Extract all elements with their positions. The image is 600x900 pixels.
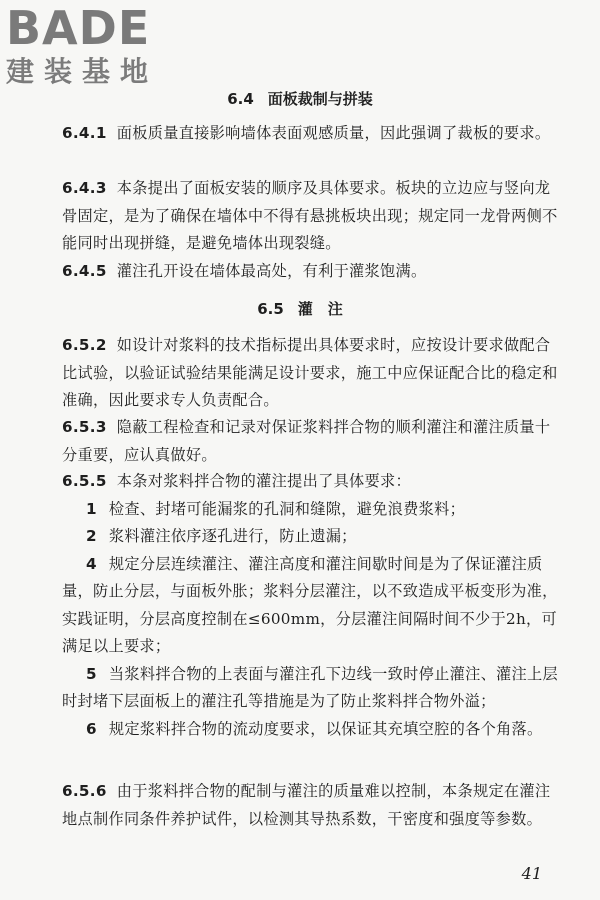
section-heading-6-4 — [0, 88, 600, 109]
item-text: 规定浆料拌合物的流动度要求，以保证其充填空腔的各个角落。 — [108, 719, 543, 738]
clause-6-5-3 — [62, 414, 558, 469]
clause-text: 隐蔽工程检查和记录对保证浆料拌合物的顺利灌注和灌注质量十分重要，应认真做好。 — [62, 418, 551, 464]
item-text: 当浆料拌合物的上表面与灌注孔下边线一致时停止灌注、灌注上层时封堵下层面板上的灌注孔等措施是为了防止浆料拌合物外溢； — [62, 664, 559, 710]
clause-number: 6.5.3 — [62, 418, 107, 436]
item-number: 1 — [86, 499, 97, 518]
clause-number: 6.4.3 — [62, 179, 107, 197]
clause-6-5-2 — [62, 332, 558, 415]
logo-wordmark: BADE — [6, 1, 151, 55]
item-number: 5 — [86, 664, 97, 683]
section-title: 面板裁制与拼装 — [267, 90, 373, 108]
item-text: 浆料灌注依序逐孔进行，防止遗漏； — [108, 527, 357, 545]
item-number: 2 — [86, 527, 97, 545]
list-item — [62, 523, 558, 551]
bade-logo — [6, 1, 186, 94]
section-title: 灌 注 — [297, 300, 343, 318]
clause-text: 由于浆料拌合物的配制与灌注的质量难以控制，本条规定在灌注地点制作同条件养护试件，以检测其导热系数，干密度和强度等参数。 — [62, 782, 551, 828]
clause-text: 如设计对浆料的技术指标提出具体要求时，应按设计要求做配合比试验，以验证试验结果能满足设计要求，施工中应保证配合比的稳定和准确，因此要求专人负责配合。 — [62, 336, 558, 409]
clause-6-4-5 — [62, 258, 558, 286]
clause-number: 6.4.1 — [62, 124, 107, 142]
clause-text: 灌注孔开设在墙体最高处，有利于灌浆饱满。 — [116, 262, 427, 280]
list-item — [62, 551, 558, 661]
section-number: 6.4 — [227, 90, 254, 108]
clause-number: 6.4.5 — [62, 262, 107, 280]
item-text: 检查、封堵可能漏浆的孔洞和缝隙，避免浪费浆料； — [108, 499, 466, 518]
item-number: 6 — [86, 719, 97, 738]
clause-6-4-1 — [62, 120, 558, 148]
clause-number: 6.5.5 — [62, 472, 107, 490]
section-number: 6.5 — [257, 300, 284, 318]
logo-chinese-name: 建装基地 — [6, 55, 159, 88]
item-number: 4 — [86, 554, 97, 573]
section-heading-6-5 — [0, 298, 600, 319]
item-text: 规定分层连续灌注、灌注高度和灌注间歇时间是为了保证灌注质量，防止分层，与面板外胀；浆料分层灌注，以不致造成平板变形为准，实践证明，分层高度控制在≤600mm，分层灌注间隔时间不少于2h，可满足以上要求； — [62, 554, 558, 655]
clause-text: 面板质量直接影响墙体表面观感质量，因此强调了裁板的要求。 — [116, 124, 551, 142]
clause-6-5-6 — [62, 778, 558, 833]
clause-number: 6.5.2 — [62, 336, 107, 354]
page-number: 41 — [521, 864, 542, 883]
clause-6-4-3 — [62, 175, 558, 258]
clause-6-5-5 — [62, 468, 558, 743]
list-item — [62, 496, 558, 524]
clause-number: 6.5.6 — [62, 782, 107, 800]
list-item — [62, 661, 558, 716]
list-item — [62, 716, 558, 744]
clause-text: 本条对浆料拌合物的灌注提出了具体要求： — [116, 472, 412, 490]
clause-text: 本条提出了面板安装的顺序及具体要求。板块的立边应与竖向龙骨固定，是为了确保在墙体中不得有悬挑板块出现；规定同一龙骨两侧不能同时出现拼缝，是避免墙体出现裂缝。 — [62, 179, 558, 252]
